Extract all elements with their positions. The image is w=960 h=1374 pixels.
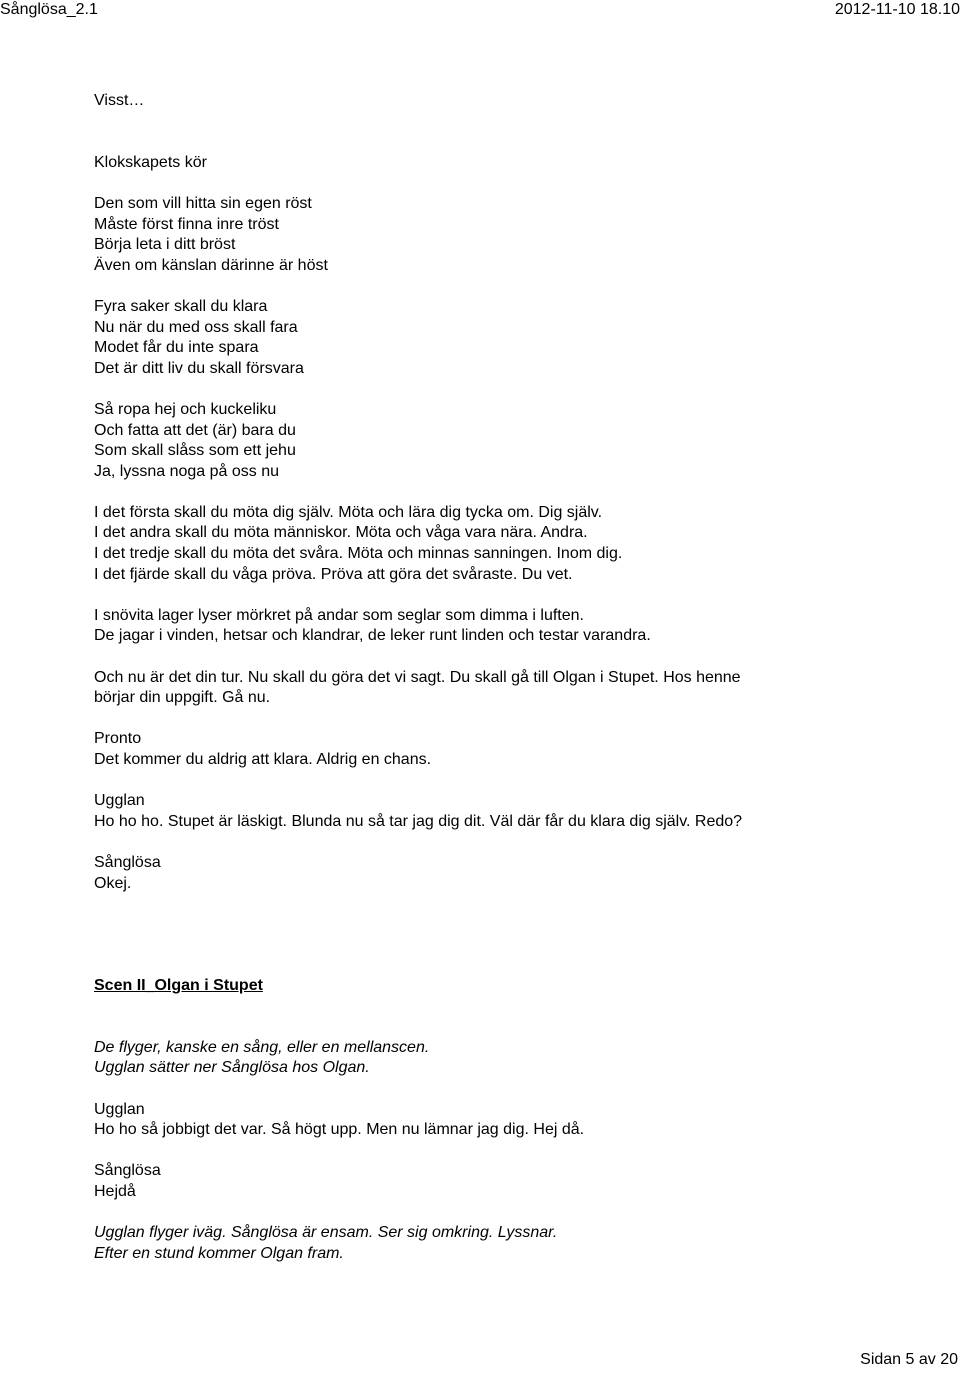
dialogue-pronto <box>94 729 934 770</box>
text-line: börjar din uppgift. Gå nu. <box>94 689 271 707</box>
dialogue-line: Ho ho så jobbigt det var. Så högt upp. Men nu lämnar jag dig. Hej då. <box>94 1121 585 1139</box>
text-line: Den som vill hitta sin egen röst <box>94 194 312 212</box>
chorus-title <box>94 153 934 174</box>
stanza-6 <box>94 668 934 709</box>
stanza-3 <box>94 400 934 482</box>
text-line: Och nu är det din tur. Nu skall du göra det vi sagt. Du skall gå till Olgan i Stupet. Hos henne <box>94 668 741 686</box>
text-line: De jagar i vinden, hetsar och klandrar, de leker runt linden och testar varandra. <box>94 627 651 645</box>
text-line: Modet får du inte spara <box>94 339 259 357</box>
dialogue-ugglan-1 <box>94 791 934 832</box>
text-line: Så ropa hej och kuckeliku <box>94 400 277 418</box>
scene-heading <box>94 976 934 997</box>
text-line: I snövita lager lyser mörkret på andar som seglar som dimma i luften. <box>94 606 584 624</box>
text-line: Även om känslan därinne är höst <box>94 256 328 274</box>
document-body <box>94 91 934 1264</box>
dialogue-line: Okej. <box>94 874 132 892</box>
text-line: Det är ditt liv du skall försvara <box>94 359 304 377</box>
dialogue-line: Det kommer du aldrig att klara. Aldrig en chans. <box>94 751 432 768</box>
dialogue-sanglosa-1 <box>94 853 934 894</box>
stanza-5 <box>94 606 934 647</box>
speaker-name: Sånglösa <box>94 853 161 871</box>
text-line: I det fjärde skall du våga pröva. Pröva att göra det svåraste. Du vet. <box>94 565 573 583</box>
text-line: Efter en stund kommer Olgan fram. <box>94 1244 344 1262</box>
text-line: Måste först finna inre tröst <box>94 215 279 233</box>
dialogue-sanglosa-2 <box>94 1161 934 1202</box>
header-datetime: 2012-11-10 18.10 <box>834 1 960 18</box>
text-line: De flyger, kanske en sång, eller en mellanscen. <box>94 1038 430 1056</box>
speaker-name: Sånglösa <box>94 1162 161 1180</box>
speaker-name: Ugglan <box>94 1100 145 1118</box>
dialogue-line: Hejdå <box>94 1182 136 1200</box>
dialogue-ugglan-2 <box>94 1100 934 1141</box>
text-line: I det andra skall du möta människor. Möta och våga vara nära. Andra. <box>94 524 588 542</box>
stanza-2 <box>94 297 934 379</box>
text-line: Ugglan sätter ner Sånglösa hos Olgan. <box>94 1059 370 1077</box>
stage-direction-1 <box>94 1038 934 1079</box>
stage-direction-2 <box>94 1223 934 1264</box>
dialogue-line: Ho ho ho. Stupet är läskigt. Blunda nu så tar jag dig dit. Väl där får du klara dig själv. Redo? <box>94 812 743 830</box>
text-line: Ugglan flyger iväg. Sånglösa är ensam. Ser sig omkring. Lyssnar. <box>94 1224 558 1242</box>
text-line: I det tredje skall du möta det svåra. Möta och minnas sanningen. Inom dig. <box>94 545 623 563</box>
text-line: Ja, lyssna noga på oss nu <box>94 462 280 480</box>
speaker-name: Ugglan <box>94 792 145 810</box>
text-line: Börja leta i ditt bröst <box>94 236 236 254</box>
header-filename: Sånglösa_2.1 <box>0 1 98 18</box>
stanza-1 <box>94 194 934 276</box>
stanza-4 <box>94 503 934 585</box>
text-line: Och fatta att det (är) bara du <box>94 421 296 439</box>
text-line: Fyra saker skall du klara <box>94 297 268 315</box>
text-line: Som skall slåss som ett jehu <box>94 442 296 460</box>
intro <box>94 91 934 112</box>
text-line: Visst… <box>94 92 145 109</box>
scene-title: Scen II_Olgan i Stupet <box>94 976 263 994</box>
text-line: Nu när du med oss skall fara <box>94 318 298 336</box>
speaker-name: Pronto <box>94 730 142 748</box>
text-line: Klokskapets kör <box>94 153 207 171</box>
text-line: I det första skall du möta dig själv. Möta och lära dig tycka om. Dig själv. <box>94 503 603 521</box>
page-number: Sidan 5 av 20 <box>860 1351 958 1368</box>
